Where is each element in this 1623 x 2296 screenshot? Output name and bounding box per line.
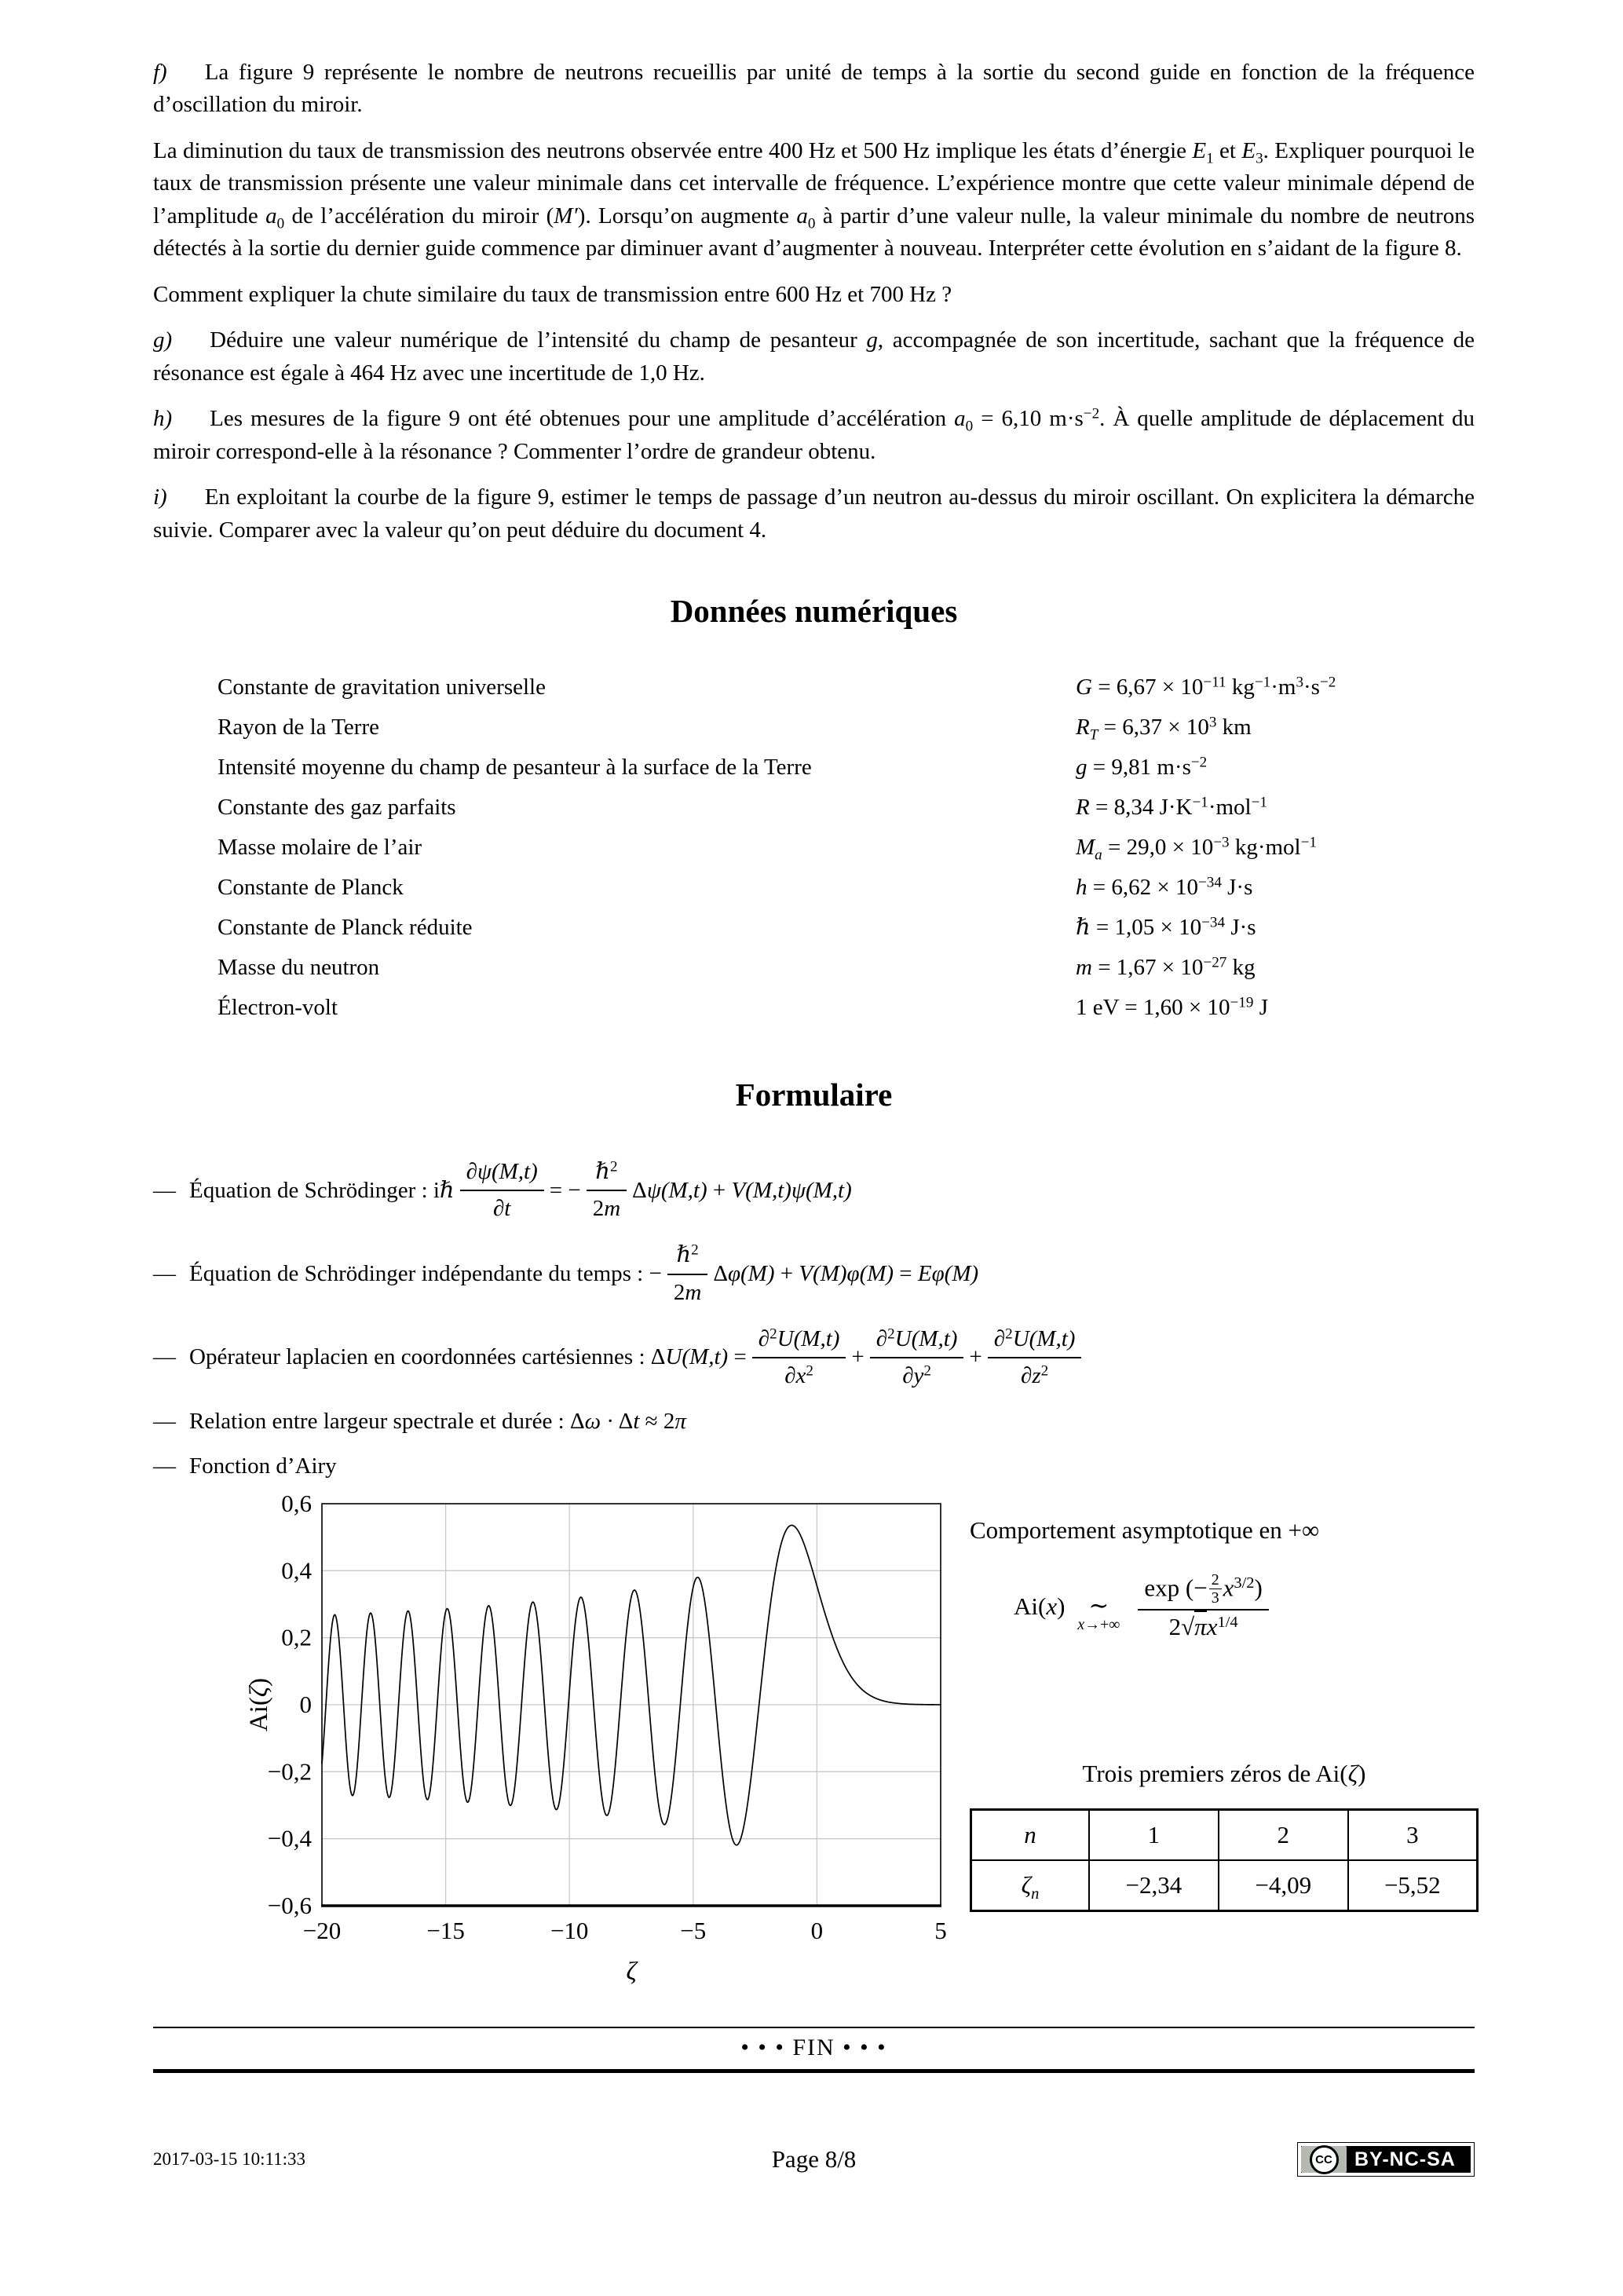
equation-text: Opérateur laplacien en coordonnées cartésiennes : ΔU(M,t) = (189, 1344, 747, 1370)
plus-sign: + (851, 1344, 865, 1370)
item-fonction-airy (153, 1451, 1475, 1482)
airy-plot (246, 1496, 952, 1991)
item-text: Fonction d’Airy (189, 1453, 337, 1479)
text-run: M′ (554, 203, 578, 229)
equation-text: Relation entre largeur spectrale et durée : Δω · Δt ≈ 2π (189, 1408, 686, 1434)
paragraph-comment: Comment expliquer la chute similaire du taux de transmission entre 600 Hz et 700 Hz ? (153, 281, 952, 307)
equation-text: = − (549, 1177, 581, 1203)
equation (189, 1239, 978, 1308)
paragraph-transmission (153, 135, 1475, 265)
fraction-denominator (1138, 1610, 1268, 1642)
bullet-dash: — (153, 1408, 176, 1434)
text-run: φ(M) (727, 1260, 775, 1286)
data-row (217, 791, 1475, 824)
question-f-label: f) (153, 60, 167, 85)
text-run: ∂ (758, 1325, 770, 1351)
text-run: −1 (1251, 794, 1267, 811)
bullet-dash: — (153, 1453, 176, 1479)
text-run: 2 (887, 1325, 895, 1343)
small-fraction-denominator: 3 (1211, 1589, 1219, 1607)
text-run: U(M,t) (1012, 1325, 1076, 1351)
text-run: G (1076, 675, 1092, 700)
text-run: R (1076, 795, 1090, 821)
fraction (870, 1323, 964, 1392)
text-run: 3 (1296, 674, 1304, 691)
variable-x: x (1206, 1612, 1218, 1640)
text-run: V(M)φ(M) (799, 1260, 894, 1286)
text-run: E (1241, 137, 1256, 163)
data-label: Constante des gaz parfaits (217, 795, 456, 821)
text-run: a (796, 203, 808, 229)
text-run: −27 (1203, 954, 1227, 971)
text-run: a (1095, 846, 1102, 864)
x-tick-label: −10 (550, 1917, 589, 1945)
data-value: $G = 6,67 \times 10^{-11}$ $kg^{-1}\cdot m^3\cdot s^{-2}$ (1076, 674, 1336, 700)
fraction (460, 1156, 544, 1225)
fraction (1138, 1571, 1268, 1641)
fraction-numerator (1138, 1571, 1268, 1610)
fraction-denominator: 2m (673, 1279, 702, 1305)
y-tick-label: 0,6 (281, 1496, 312, 1518)
text-run: −19 (1230, 994, 1254, 1011)
x-axis-label: ζ (626, 1958, 637, 1985)
x-tick-label: 5 (934, 1917, 947, 1945)
zeta-subscript: n (1031, 1885, 1040, 1903)
small-fraction (1209, 1572, 1222, 1606)
text-run: a (954, 406, 966, 432)
data-row (217, 711, 1475, 744)
text-run: 1 (1206, 150, 1214, 167)
text-run: a (265, 203, 277, 229)
text-run: ω (584, 1408, 601, 1434)
data-label: Constante de Planck réduite (217, 915, 473, 941)
data-label: Masse du neutron (217, 955, 380, 981)
data-value: 1 eV = $1,60 \times 10^{-19}$ J (1076, 994, 1268, 1021)
question-h-text: Les mesures de la figure 9 ont été obtenues pour une amplitude d’accélération $a_0 = 6,10$ $m\cdot s^{-2}$. À quelle amplitude de déplacement du miroir correspond-elle à la résonance ? Commenter l’ordre de grandeur obtenu. (153, 405, 1475, 464)
data-value: ℏ = $1,05 \times 10^{-34}$ J·s (1076, 914, 1256, 941)
header-n: n (971, 1809, 1090, 1860)
fraction-denominator (460, 1191, 544, 1225)
equation (189, 1156, 852, 1225)
header-1: 1 (1089, 1809, 1219, 1860)
text-run: ∂x (784, 1362, 806, 1388)
text-run: 0 (276, 215, 285, 232)
zero-value-2: −4,09 (1219, 1860, 1348, 1911)
formula-schrodinger-stationnaire (153, 1239, 1475, 1308)
question-i-label: i) (153, 484, 167, 510)
data-label: Constante de Planck (217, 875, 404, 901)
data-label: Rayon de la Terre (217, 715, 379, 740)
fraction-denominator (988, 1358, 1082, 1392)
data-list (217, 671, 1475, 1024)
section-title-formulaire: Formulaire (735, 1077, 893, 1113)
cc-icon: CC (1310, 2145, 1339, 2174)
text-run: t (633, 1408, 640, 1434)
x-tick-label: 0 (810, 1917, 824, 1945)
asymptote-title: Comportement asymptotique en +∞ (970, 1516, 1320, 1545)
zeta-symbol: ζ (1021, 1870, 1032, 1899)
airy-curve (322, 1526, 941, 1845)
fraction (752, 1323, 846, 1392)
data-label: Masse molaire de l’air (217, 835, 422, 861)
text-run: g (866, 327, 878, 353)
fraction-numerator: ℏ$^2$ (667, 1239, 707, 1274)
page-number: Page 8/8 (771, 2145, 857, 2174)
section-title-donnees: Données numériques (670, 593, 958, 630)
fraction-numerator (988, 1323, 1082, 1358)
question-f-text: La figure 9 représente le nombre de neutrons recueillis par unité de temps à la sortie du second guide en fonction de la fréquence d’oscillation du miroir. (153, 60, 1475, 118)
airy-figure (153, 1496, 1475, 1991)
text-run: 3 (1256, 150, 1263, 167)
data-label: Intensité moyenne du champ de pesanteur à la surface de la Terre (217, 755, 812, 781)
text-run: m (685, 1279, 702, 1305)
fraction (988, 1323, 1082, 1392)
equation-text: Équation de Schrödinger indépendante du temps : − (189, 1260, 662, 1286)
fraction-numerator (870, 1323, 964, 1358)
text-run: −34 (1197, 874, 1222, 891)
question-h (153, 403, 1475, 468)
zeros-value-row (971, 1860, 1478, 1911)
x-tick-label: −5 (680, 1917, 707, 1945)
plus-sign: + (969, 1344, 982, 1370)
exponent: 3/2 (1234, 1574, 1255, 1592)
fin-marker: • • • FIN • • • (740, 2035, 887, 2061)
tilde-limit (1077, 1593, 1120, 1633)
text-run: T (1089, 726, 1098, 744)
bullet-dash: — (153, 1177, 176, 1203)
cc-license-badge (1297, 2142, 1475, 2177)
zeros-table-title: Trois premiers zéros de Ai(ζ) (1082, 1759, 1366, 1787)
paragraph-transmission-text: La diminution du taux de transmission des neutrons observée entre 400 Hz et 500 Hz implique les états d’énergie $E_1$ et $E_3$. Expliquer pourquoi le taux de transmission présente une valeur minimale dans cet intervalle de fréquence. L’expérience montre que cette valeur minimale dépend de l’amplitude $a_0$ de l’accélération du miroir (M′). Lorsqu’on augmente $a_0$ à partir d’une valeur nulle, la valeur minimale du nombre de neutrons détectés à la sortie du dernier guide commence par diminuer avant d’augmenter à nouveau. Interpréter cette évolution en s’aidant de la figure 8. (153, 137, 1475, 261)
bullet-dash: — (153, 1260, 176, 1286)
text-run: g (1076, 755, 1087, 781)
text-run: x (1077, 1615, 1085, 1633)
asymptote-formula (1014, 1571, 1479, 1641)
equation-text: Δψ(M,t) + V(M,t)ψ(M,t) (632, 1177, 852, 1203)
text-run: −1 (1300, 834, 1317, 851)
tilde-symbol: ∼ (1088, 1591, 1109, 1619)
text-run: 2 (1040, 1362, 1049, 1380)
text-run: U(M,t) (777, 1325, 840, 1351)
fraction-denominator: 2m (592, 1196, 621, 1222)
cc-logo-area (1301, 2146, 1347, 2173)
small-fraction-numerator: 2 (1209, 1572, 1222, 1589)
text-run: −34 (1201, 914, 1226, 931)
text-run: 3 (1208, 714, 1217, 731)
fraction-numerator (752, 1323, 846, 1358)
exponent: 1/4 (1217, 1613, 1238, 1631)
text-run: R (1076, 715, 1090, 740)
zeros-table (970, 1808, 1479, 1912)
text-run: 2 (609, 1158, 618, 1175)
fraction-numerator: ℏ$^2$ (587, 1156, 627, 1191)
equation (189, 1323, 1087, 1392)
data-row (217, 911, 1475, 944)
formula-schrodinger (153, 1156, 1475, 1225)
y-axis-label: Ai(ζ) (246, 1678, 273, 1732)
equation (189, 1406, 686, 1437)
fraction-numerator (460, 1156, 544, 1191)
zeros-block (970, 1760, 1479, 1912)
text-run: h (1076, 875, 1087, 901)
text-run: ζ (1347, 1759, 1358, 1787)
fraction (667, 1239, 707, 1308)
text-run: 2 (923, 1362, 931, 1380)
bullet-dash: — (153, 1344, 176, 1370)
equation-text: Équation de Schrödinger : iℏ (189, 1177, 455, 1203)
airy-plot-svg (246, 1496, 952, 1984)
text-run: 0 (965, 418, 974, 435)
data-row (217, 951, 1475, 984)
formula-lhs: Ai(x) (1014, 1592, 1066, 1620)
question-g-label: g) (153, 327, 173, 353)
text-run: ψ(M,t) (646, 1177, 707, 1203)
license-label: BY-NC-SA (1354, 2148, 1456, 2170)
text-run: ∂y (902, 1362, 924, 1388)
data-value: g = 9,81 $m\cdot s^{-2}$ (1076, 754, 1208, 781)
text-run: V(M,t)ψ(M,t) (731, 1177, 852, 1203)
formula-laplacien (153, 1323, 1475, 1392)
limit-text: x→+∞ (1077, 1615, 1120, 1633)
fraction-denominator (870, 1358, 964, 1392)
zero-value-3: −5,52 (1348, 1860, 1478, 1911)
zero-value-1: −2,34 (1089, 1860, 1219, 1911)
text-run: 2 (769, 1325, 777, 1343)
fraction (587, 1156, 627, 1225)
coefficient-two: 2 (1168, 1612, 1182, 1640)
x-tick-label: −20 (302, 1917, 342, 1945)
text-run: m (604, 1196, 621, 1222)
equation-text: Δφ(M) + V(M)φ(M) = Eφ(M) (713, 1260, 979, 1286)
text-run: −1 (1192, 794, 1208, 811)
text-run: ∂ (993, 1325, 1006, 1351)
y-tick-label: 0,4 (281, 1556, 312, 1585)
text-run: 0 (807, 215, 816, 232)
question-f (153, 57, 1475, 122)
text-run: ∂t (492, 1196, 511, 1222)
airy-annotations (952, 1496, 1479, 1991)
data-value: R = 8,34 $J\cdot K^{-1}\cdot mol^{-1}$ (1076, 794, 1267, 821)
y-tick-label: −0,4 (267, 1824, 312, 1852)
question-g-text: Déduire une valeur numérique de l’intensité du champ de pesanteur g, accompagnée de son incertitude, sachant que la fréquence de résonance est égale à 464 Hz avec une incertitude de 1,0 Hz. (153, 327, 1475, 386)
question-g (153, 324, 1475, 389)
fraction-denominator (752, 1358, 846, 1392)
question-i-text: En exploitant la courbe de la figure 9, estimer le temps de passage d’un neutron au-dessus du miroir oscillant. On explicitera la démarche suivie. Comparer avec la valeur qu’on peut déduire du document 4. (153, 484, 1475, 543)
text-run: 2 (1005, 1325, 1013, 1343)
data-label: Constante de gravitation universelle (217, 675, 546, 700)
pi-symbol: π (1194, 1610, 1207, 1640)
variable-x: x (1223, 1574, 1234, 1602)
exp-open: exp (− (1144, 1574, 1208, 1602)
data-row (217, 871, 1475, 904)
text-run: ∂ (875, 1325, 888, 1351)
text-run: m (1076, 955, 1092, 981)
text-run: x (1046, 1592, 1058, 1620)
data-value: $R_T = 6,37 \times 10^3$ km (1076, 714, 1252, 744)
header-3: 3 (1348, 1809, 1478, 1860)
question-i (153, 481, 1475, 547)
x-tick-label: −15 (426, 1917, 465, 1945)
text-run: −3 (1213, 834, 1230, 851)
text-run: U(M,t) (894, 1325, 958, 1351)
text-run: E (1192, 137, 1207, 163)
text-run: ∂z (1021, 1362, 1041, 1388)
sqrt-symbol: √ (1181, 1612, 1195, 1640)
separator-thick (153, 2069, 1475, 2073)
zeros-header-row (971, 1809, 1478, 1860)
license-area (856, 2142, 1475, 2177)
page-footer (153, 2142, 1475, 2177)
text-run: −2 (1083, 405, 1100, 422)
text-run: 2 (806, 1362, 813, 1380)
y-tick-label: −0,2 (267, 1757, 312, 1786)
data-value: $h = 6,62 \times 10^{-34}$ J·s (1076, 874, 1253, 901)
data-label: Électron-volt (217, 995, 338, 1021)
text-run: −11 (1203, 674, 1226, 691)
question-h-label: h) (153, 406, 173, 432)
timestamp: 2017-03-15 10:11:33 (153, 2149, 305, 2170)
header-2: 2 (1219, 1809, 1348, 1860)
exp-close: ) (1254, 1574, 1263, 1602)
data-value: $M_a = 29,0 \times 10^{-3}$ kg·mol$^{-1}$ (1076, 834, 1317, 864)
row-label (971, 1860, 1090, 1911)
data-row (217, 671, 1475, 704)
text-run: 2 (691, 1241, 699, 1259)
data-row (217, 991, 1475, 1024)
text-run: −2 (1190, 754, 1208, 771)
data-value: $m = 1,67 \times 10^{-27}$ kg (1076, 954, 1256, 981)
text-run: −1 (1254, 674, 1271, 691)
data-row (217, 751, 1475, 784)
text-run: M (1076, 835, 1095, 861)
text-run: Eφ(M) (917, 1260, 979, 1286)
y-tick-label: 0 (299, 1691, 312, 1719)
formula-largeur-spectrale (153, 1406, 1475, 1437)
text-run: −2 (1319, 674, 1336, 691)
text-run: π (674, 1408, 686, 1434)
y-tick-label: 0,2 (281, 1623, 312, 1651)
y-tick-label: −0,6 (267, 1892, 312, 1920)
text-run: U(M,t) (665, 1344, 729, 1370)
text-run: ∂ψ(M,t) (466, 1159, 538, 1185)
data-row (217, 831, 1475, 864)
